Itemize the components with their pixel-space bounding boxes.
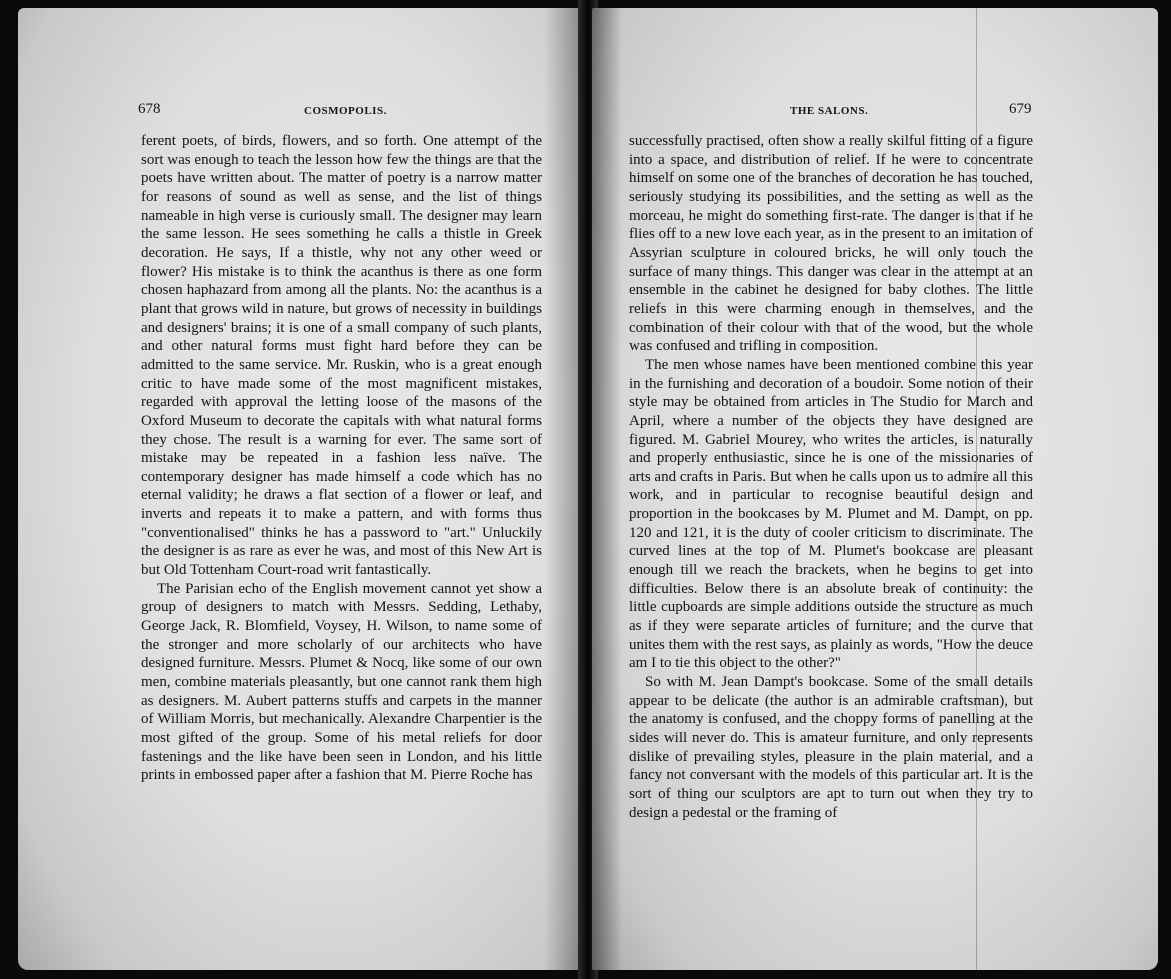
page-number: 679	[1009, 101, 1032, 117]
paragraph: ferent poets, of birds, flowers, and so forth. One attempt of the sort was enough to teach the lesson how few the things are that the poets have written about. The matter of poetry is a narrow matter for reasons of sound as well as sense, and the list of things nameable in high verse is curiously small. The designer may learn the same lesson. He sees something he calls a thistle in Greek decoration. He says, If a thistle, why not any other weed or flower? His mistake is to think the acanthus is there as one form chosen haphazard from among all the plants. No: the acanthus is a plant that grows wild in nature, but grows of necessity in buildings and designers' brains; it is one of a small company of such plants, and other natural forms must fight hard before they can be admitted to the same service. Mr. Ruskin, who is a great enough critic to have made some of the most magnificent mistakes, regarded with approval the letting loose of the masons of the Oxford Museum to decorate the capitals with what natural forms they chose. The result is a warning for ever. The same sort of mistake may be repeated in a fashion less naïve. The contemporary designer has made himself a code which has no eternal validity; he draws a flat section of a flower or leaf, and inverts and repeats it to make a pattern, and with forms thus "conventionalised" thinks he has a password to "art." Unluckily the designer is as rare as ever he was, and most of this New Art is but Old Tottenham Court-road writ fantastically.	[141, 133, 542, 579]
paragraph: So with M. Jean Dampt's bookcase. Some of the small details appear to be delicate (the author is an admirable craftsman), but the anatomy is confused, and the choppy forms of panelling at the sides will never do. This is amateur furniture, and only represents dislike of prevailing styles, pleasure in the plain material, and a fancy not conversant with the models of this particular art. It is the sort of thing our sculptors are apt to turn out when they try to design a pedestal or the framing of	[629, 674, 1033, 821]
page-fold-line	[976, 8, 977, 970]
left-page	[18, 8, 584, 970]
paragraph: successfully practised, often show a really skilful fitting of a figure into a space, and distribution of relief. If he were to concentrate himself on some one of the branches of decoration he has touched, seriously studying its possibilities, and the setting as well as the morceau, he might do something first-rate. The danger is that if he flies off to a new love each year, as in the present to an imitation of Assyrian sculpture in coloured bricks, he will only touch the surface of many things. This danger was clear in the attempt at an ensemble in the cabinet he designed for baby clothes. The little reliefs in this were charming enough in themselves, and the combination of their colour with that of the wood, but the whole was confused and trifling in composition.	[629, 133, 1033, 355]
paragraph: The Parisian echo of the English movement cannot yet show a group of designers to match with Messrs. Sedding, Lethaby, George Jack, R. Blomfield, Voysey, H. Wilson, to name some of the stronger and more scholarly of our architects who have designed furniture. Messrs. Plumet & Nocq, like some of our own men, combine materials pleasantly, but one cannot rank them high as designers. M. Aubert patterns stuffs and carpets in the manner of William Morris, but mechanically. Alexandre Charpentier is the most gifted of the group. Some of his metal reliefs for door fastenings and the like have been seen in London, and his little prints in embossed paper after a fashion that M. Pierre Roche has	[141, 580, 542, 784]
running-title: THE SALONS.	[790, 105, 869, 117]
left-body-text	[141, 132, 542, 785]
running-title: COSMOPOLIS.	[304, 105, 387, 117]
paragraph: The men whose names have been mentioned combine this year in the furnishing and decoration of a boudoir. Some notion of their style may be obtained from articles in The Studio for March and April, where a number of the objects they have designed are figured. M. Gabriel Mourey, who writes the articles, is naturally and properly enthusiastic, since he is one of the missionaries of arts and crafts in Paris. But when he calls upon us to admire all this work, and in particular to recognise beautiful design and proportion in the bookcases by M. Plumet and M. Dampt, on pp. 120 and 121, it is the duty of cooler criticism to discriminate. The curved lines at the top of M. Plumet's bookcase are pleasant enough till we reach the brackets, when he begins to get into difficulties. Below there is an absolute break of continuity: the little cupboards are simple additions outside the structure as much as if they were separate articles of furniture; and the curve that unites them with the rest says, as plainly as words, "How the deuce am I to tie this object to the other?"	[629, 356, 1033, 672]
right-page	[592, 8, 1158, 970]
page-number: 678	[138, 101, 161, 117]
right-body-text	[629, 132, 1033, 822]
